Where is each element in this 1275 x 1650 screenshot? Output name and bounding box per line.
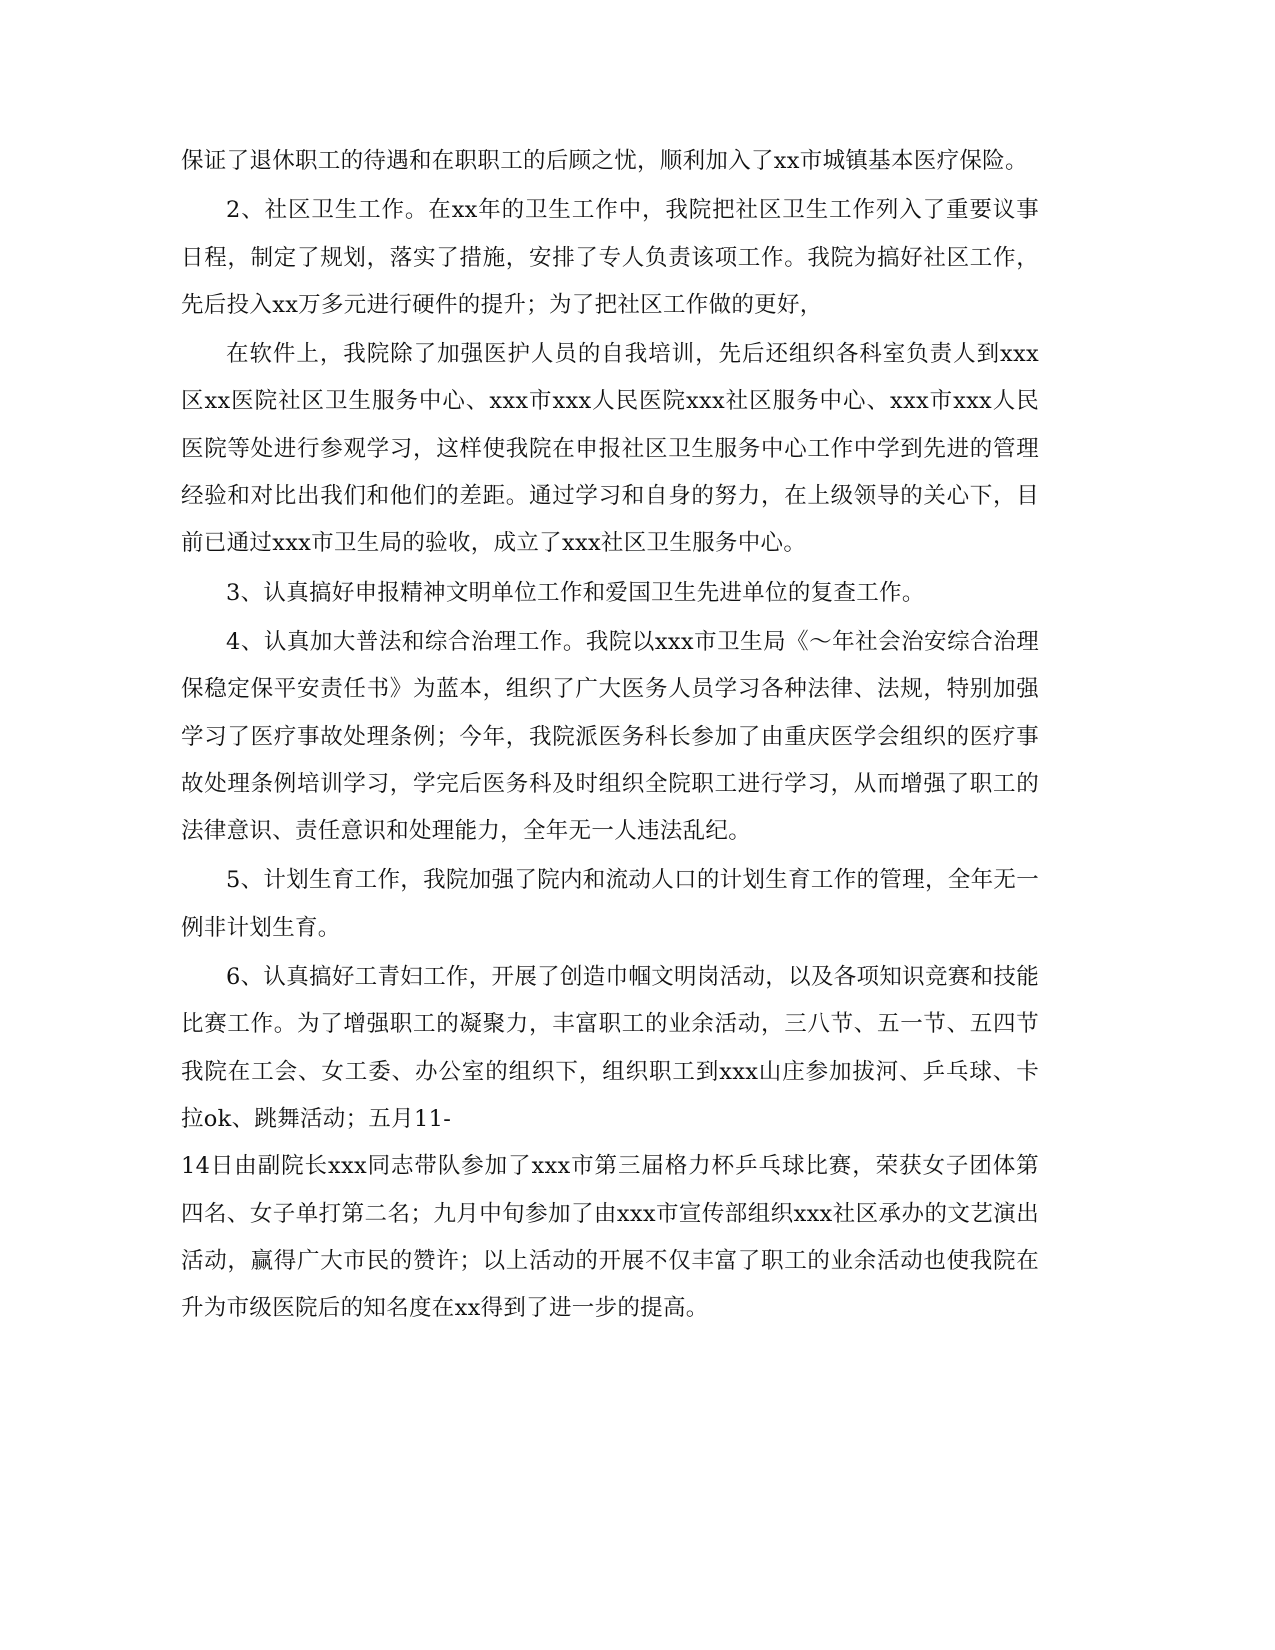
paragraph-software-training: 在软件上，我院除了加强医护人员的自我培训，先后还组织各科室负责人到xxx区xx医院社区卫生服务中心、xxx市xxx人民医院xxx社区服务中心、xxx市xxx人民医院等处进行参观学习，这样使我院在申报社区卫生服务中心工作中学到先进的管理经验和对比出我们和他们的差距。通过学习和自身的努力，在上级领导的关心下，目前已通过xxx市卫生局的验收，成立了xxx社区卫生服务中心。 bbox=[181, 341, 1039, 557]
paragraph-civilization-unit: 3、认真搞好申报精神文明单位工作和爱国卫生先进单位的复查工作。 bbox=[226, 579, 925, 606]
paragraph-union-activities: 6、认真搞好工青妇工作，开展了创造巾帼文明岗活动，以及各项知识竞赛和技能比赛工作。为了增强职工的凝聚力，丰富职工的业余活动，三八节、五一节、五四节我院在工会、女工委、办公室的组织下，组织职工到xxx山庄参加拔河、乒乓球、卡拉ok、跳舞活动；五月11- bbox=[181, 964, 1039, 1132]
paragraph-retirement-insurance: 保证了退休职工的待遇和在职职工的后顾之忧，顺利加入了xx市城镇基本医疗保险。 bbox=[181, 148, 1028, 174]
paragraph-table-tennis-results: 14日由副院长xxx同志带队参加了xxx市第三届格力杯乒乓球比赛，荣获女子团体第四名、女子单打第二名；九月中旬参加了由xxx市宣传部组织xxx社区承办的文艺演出活动，赢得广大市民的赞许；以上活动的开展不仅丰富了职工的业余活动也使我院在升为市级医院后的知名度在xx得到了进一步的提高。 bbox=[181, 1153, 1039, 1322]
paragraph-community-health: 2、社区卫生工作。在xx年的卫生工作中，我院把社区卫生工作列入了重要议事日程，制定了规划，落实了措施，安排了专人负责该项工作。我院为搞好社区工作，先后投入xx万多元进行硬件的提升；为了把社区工作做的更好， bbox=[181, 197, 1039, 318]
body-text bbox=[181, 138, 1039, 1332]
paragraph-family-planning: 5、计划生育工作，我院加强了院内和流动人口的计划生育工作的管理，全年无一例非计划生育。 bbox=[181, 867, 1039, 941]
paragraph-legal-education: 4、认真加大普法和综合治理工作。我院以xxx市卫生局《～年社会治安综合治理保稳定保平安责任书》为蓝本，组织了广大医务人员学习各种法律、法规，特别加强学习了医疗事故处理条例；今年，我院派医务科长参加了由重庆医学会组织的医疗事故处理条例培训学习，学完后医务科及时组织全院职工进行学习，从而增强了职工的法律意识、责任意识和处理能力，全年无一人违法乱纪。 bbox=[181, 628, 1039, 845]
